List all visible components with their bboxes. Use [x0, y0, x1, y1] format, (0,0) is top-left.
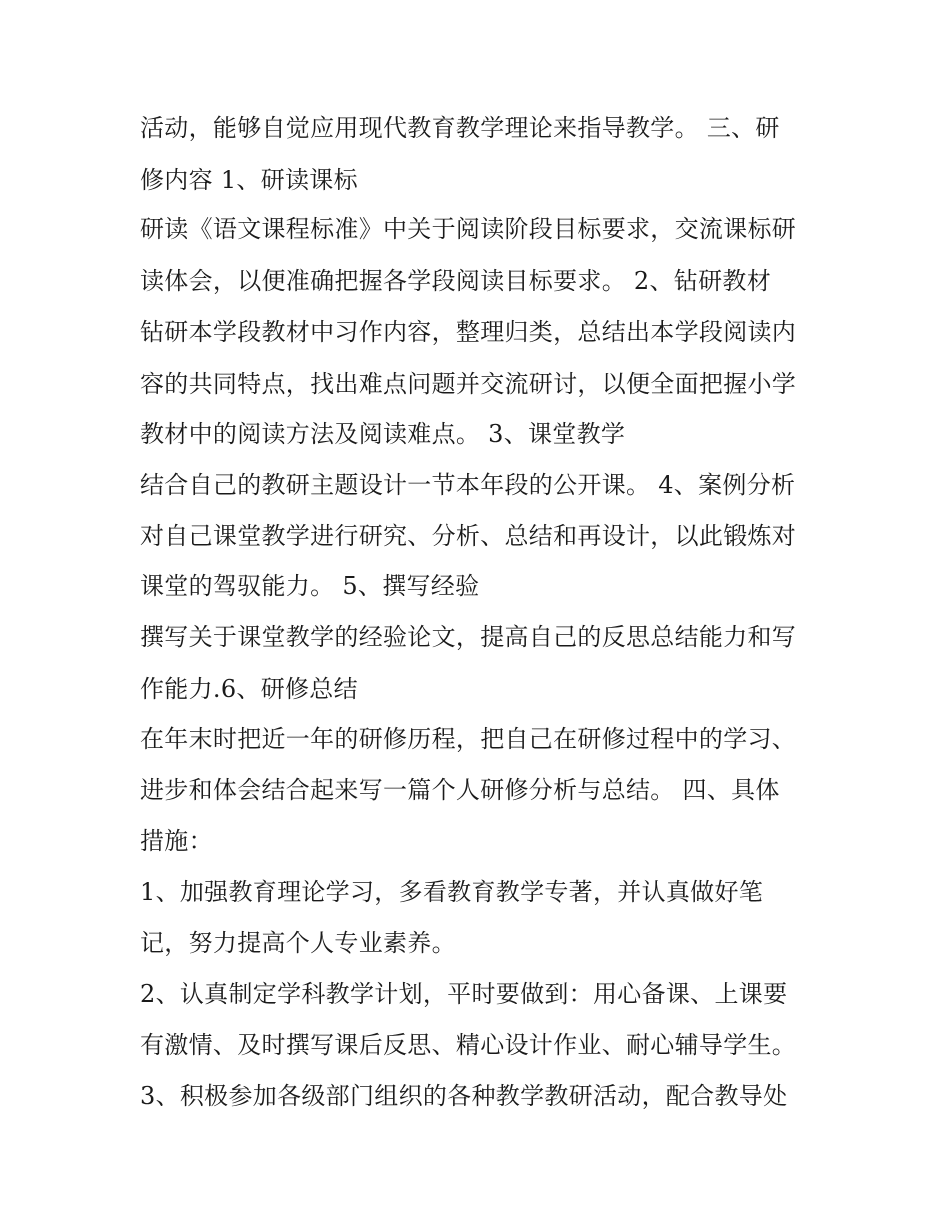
text-line: 教材中的阅读方法及阅读难点。 3、课堂教学 — [140, 420, 626, 448]
text-line: 作能力.6、研修总结 — [140, 675, 358, 703]
text-line: 对自己课堂教学进行研究、分析、总结和再设计，以此锻炼对 — [140, 522, 797, 550]
text-line: 研读《语文课程标准》中关于阅读阶段目标要求，交流课标研 — [140, 215, 797, 243]
list-item: 1、加强教育理论学习，多看教育教学专著，并认真做好笔 — [140, 878, 764, 906]
text-line: 钻研本学段教材中习作内容，整理归类，总结出本学段阅读内 — [140, 318, 797, 346]
list-item: 记，努力提高个人专业素养。 — [140, 929, 456, 957]
text-line: 进步和体会结合起来写一篇个人研修分析与总结。 四、具体 — [140, 776, 780, 804]
text-line: 修内容 1、研读课标 — [140, 166, 358, 194]
text-line: 课堂的驾驭能力。 5、撰写经验 — [140, 572, 480, 600]
text-line: 读体会，以便准确把握各学段阅读目标要求。 2、钻研教材 — [140, 267, 771, 295]
text-line: 措施： — [140, 827, 213, 855]
list-item: 3、积极参加各级部门组织的各种教学教研活动，配合教导处 — [140, 1082, 788, 1110]
text-line: 结合自己的教研主题设计一节本年段的公开课。 4、案例分析 — [140, 471, 796, 499]
text-line: 活动，能够自觉应用现代教育教学理论来指导教学。 三、研 — [140, 114, 780, 142]
text-line: 在年末时把近一年的研修历程，把自己在研修过程中的学习、 — [140, 725, 797, 753]
text-line: 容的共同特点，找出难点问题并交流研讨，以便全面把握小学 — [140, 370, 797, 398]
text-line: 撰写关于课堂教学的经验论文，提高自己的反思总结能力和写 — [140, 623, 797, 651]
list-item: 有激情、及时撰写课后反思、精心设计作业、耐心辅导学生。 — [140, 1031, 797, 1059]
list-item: 2、认真制定学科教学计划，平时要做到：用心备课、上课要 — [140, 980, 788, 1008]
